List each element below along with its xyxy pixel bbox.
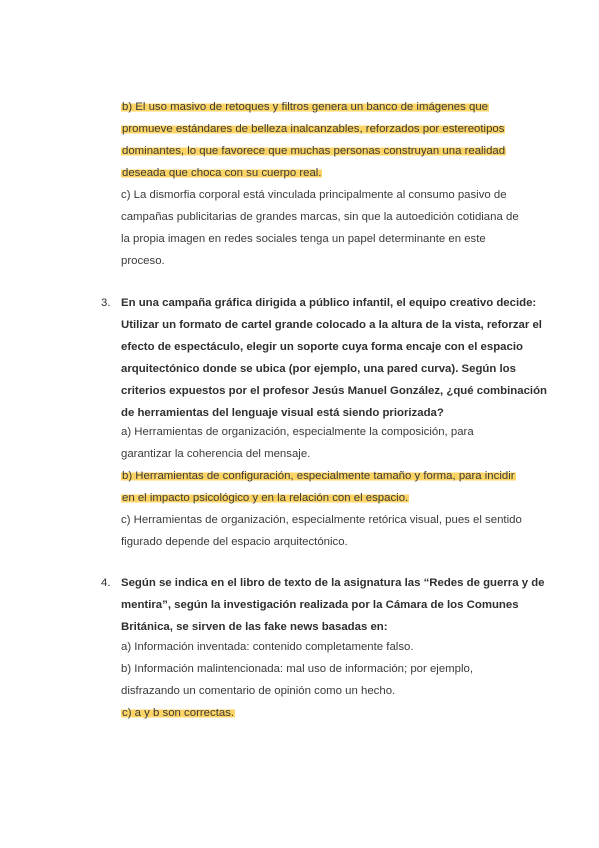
question-number: 4. [101,577,111,589]
text-line: efecto de espectáculo, elegir un soporte cuya forma encaje con el espacio [121,341,523,353]
text-line: dominantes, lo que favorece que muchas personas construyan una realidad [122,145,506,157]
text-line: la propia imagen en redes sociales tenga un papel determinante en este [121,233,486,245]
text-line: c) a y b son correctas. [122,707,235,719]
text-line: promueve estándares de belleza inalcanzables, reforzados por estereotipos [122,123,505,135]
text-line: Utilizar un formato de cartel grande colocado a la altura de la vista, reforzar el [121,319,542,331]
question4-option-c [121,702,521,724]
text-line: a) Herramientas de organización, especialmente la composición, para [121,426,474,438]
text-line: b) Información malintencionada: mal uso de información; por ejemplo, [121,663,474,675]
text-line: criterios expuestos por el profesor Jesús Manuel González, ¿qué combinación [121,385,547,397]
text-line: b) Herramientas de configuración, especialmente tamaño y forma, para incidir [122,470,515,482]
question-number: 3. [101,297,111,309]
text-line: de herramientas del lenguaje visual está siendo priorizada? [121,407,444,419]
text-line: c) Herramientas de organización, especialmente retórica visual, pues el sentido [121,514,522,526]
text-line: Según se indica en el libro de texto de la asignatura las “Redes de guerra y de [121,577,545,589]
text-line: b) El uso masivo de retoques y filtros genera un banco de imágenes que [122,101,488,113]
question3-text [121,292,547,424]
text-line: campañas publicitarias de grandes marcas, sin que la autoedición cotidiana de [121,211,519,223]
text-line: en el impacto psicológico y en la relación con el espacio. [122,492,409,504]
text-line: a) Información inventada: contenido completamente falso. [121,641,414,653]
text-line: deseada que choca con su cuerpo real. [122,167,322,179]
question4-option-b [121,658,521,702]
text-line: arquitectónico donde se ubica (por ejemplo, una pared curva). Según los [121,363,516,375]
question3-option-a [121,421,521,465]
question4-option-a [121,636,521,658]
text-line: c) La dismorfia corporal está vinculada principalmente al consumo pasivo de [121,189,507,201]
text-line: mentira”, según la investigación realizada por la Cámara de los Comunes [121,599,519,611]
text-line: disfrazando un comentario de opinión como un hecho. [121,685,396,697]
text-line: figurado depende del espacio arquitectónico. [121,536,348,548]
text-line: garantizar la coherencia del mensaje. [121,448,311,460]
top-option-c [121,184,521,272]
text-line: proceso. [121,255,165,267]
top-option-b [121,96,521,184]
question4-text [121,572,545,638]
question3-option-c [121,509,521,553]
text-line: En una campaña gráfica dirigida a público infantil, el equipo creativo decide: [121,297,537,309]
question3-option-b [121,465,521,509]
text-line: Británica, se sirven de las fake news basadas en: [121,621,388,633]
